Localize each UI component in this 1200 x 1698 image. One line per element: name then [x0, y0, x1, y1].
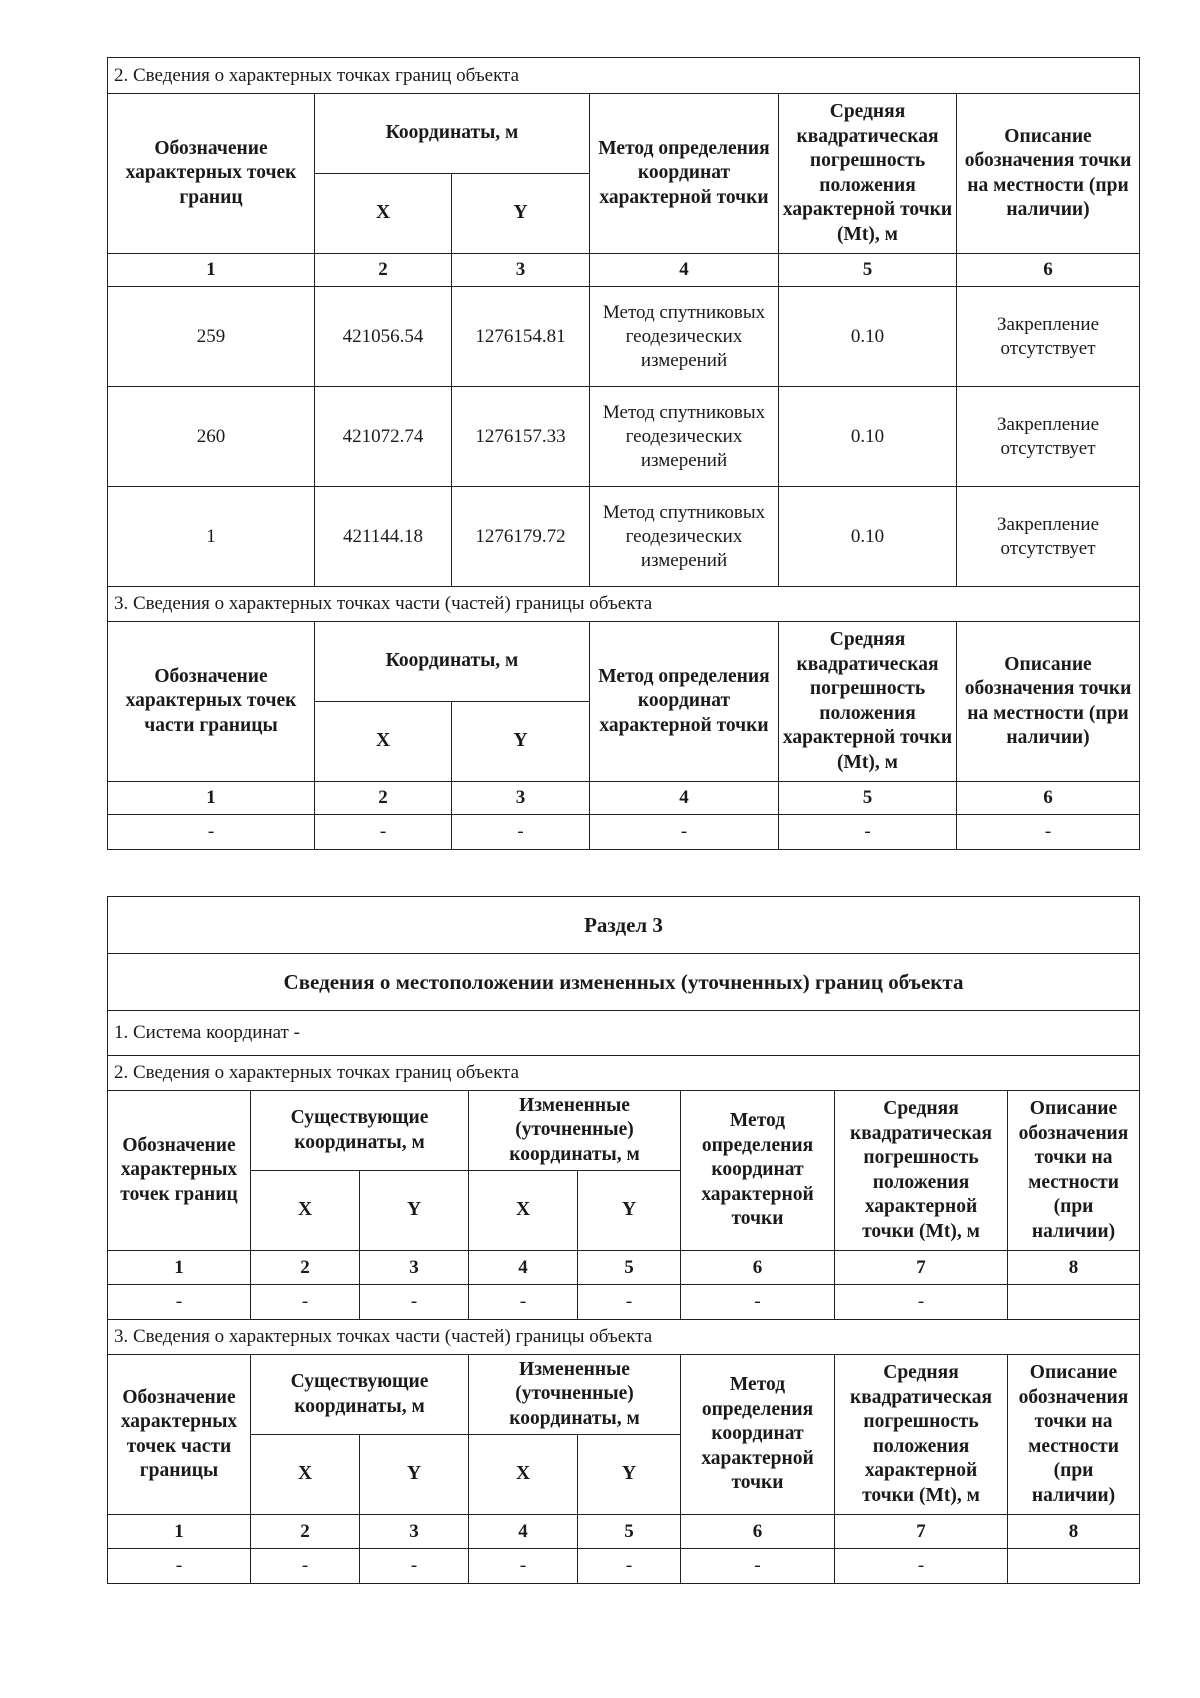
- column-number: 8: [1008, 1251, 1140, 1285]
- header-y: Y: [360, 1435, 469, 1515]
- empty-cell: -: [108, 1549, 251, 1584]
- table-row: [108, 1549, 1140, 1584]
- header-method: Метод определения координат характерной точки: [590, 622, 779, 782]
- header-coordinates: Координаты, м: [315, 94, 590, 174]
- empty-cell: -: [469, 1285, 578, 1320]
- header-x: X: [469, 1435, 578, 1515]
- empty-cell: [1008, 1549, 1140, 1584]
- header-designation: Обозначение характерных точек границ: [108, 94, 315, 254]
- table-row: [108, 815, 1140, 850]
- coord-x: 421072.74: [315, 387, 452, 487]
- point-number: 259: [108, 287, 315, 387]
- column-number: 6: [957, 782, 1140, 815]
- empty-cell: [1008, 1285, 1140, 1320]
- points-section-title: 2. Сведения о характерных точках границ объекта: [108, 58, 1140, 94]
- section-title: Раздел 3: [108, 897, 1140, 954]
- column-number: 5: [578, 1515, 681, 1549]
- empty-cell: -: [835, 1549, 1008, 1584]
- header-x: X: [315, 174, 452, 254]
- column-number: 4: [590, 254, 779, 287]
- points-section-title: 2. Сведения о характерных точках границ объекта: [108, 1056, 1140, 1091]
- coordinate-system: 1. Система координат -: [108, 1011, 1140, 1056]
- method: Метод спутниковых геодезических измерений: [590, 487, 779, 587]
- header-description: Описание обозначения точки на местности (при наличии): [957, 622, 1140, 782]
- header-description: Описание обозначения точки на местности (при наличии): [1008, 1091, 1140, 1251]
- column-number: 7: [835, 1251, 1008, 1285]
- table-row: [108, 387, 1140, 487]
- empty-cell: -: [108, 1285, 251, 1320]
- empty-cell: -: [590, 815, 779, 850]
- column-number: 5: [779, 782, 957, 815]
- column-number: 4: [469, 1251, 578, 1285]
- header-description: Описание обозначения точки на местности (при наличии): [957, 94, 1140, 254]
- column-number: 4: [590, 782, 779, 815]
- point-description: Закрепление отсутствует: [957, 387, 1140, 487]
- column-number: 3: [360, 1515, 469, 1549]
- header-designation: Обозначение характерных точек границ: [108, 1091, 251, 1251]
- header-changed-coordinates: Измененные (уточненные) координаты, м: [469, 1355, 681, 1435]
- empty-cell: -: [681, 1285, 835, 1320]
- section-subtitle: Сведения о местоположении измененных (уточненных) границ объекта: [108, 954, 1140, 1011]
- header-y: Y: [578, 1171, 681, 1251]
- column-number: 2: [251, 1515, 360, 1549]
- header-method: Метод определения координат характерной точки: [681, 1355, 835, 1515]
- header-y: Y: [578, 1435, 681, 1515]
- column-number: 3: [452, 254, 590, 287]
- mt-error: 0.10: [779, 287, 957, 387]
- coord-y: 1276157.33: [452, 387, 590, 487]
- table-row: [108, 287, 1140, 387]
- header-error: Средняя квадратическая погрешность положения характерной точки (Mt), м: [835, 1091, 1008, 1251]
- header-x: X: [469, 1171, 578, 1251]
- header-designation: Обозначение характерных точек части границы: [108, 622, 315, 782]
- section3-table: [107, 896, 1140, 1584]
- empty-cell: -: [360, 1285, 469, 1320]
- parts-section-title: 3. Сведения о характерных точках части (частей) границы объекта: [108, 1320, 1140, 1355]
- empty-cell: -: [779, 815, 957, 850]
- empty-cell: -: [360, 1549, 469, 1584]
- column-number: 1: [108, 1251, 251, 1285]
- empty-cell: -: [469, 1549, 578, 1584]
- column-number: 2: [315, 254, 452, 287]
- method: Метод спутниковых геодезических измерений: [590, 287, 779, 387]
- empty-cell: -: [681, 1549, 835, 1584]
- point-description: Закрепление отсутствует: [957, 487, 1140, 587]
- empty-cell: -: [578, 1285, 681, 1320]
- header-error: Средняя квадратическая погрешность положения характерной точки (Mt), м: [779, 94, 957, 254]
- coord-x: 421056.54: [315, 287, 452, 387]
- header-existing-coordinates: Существующие координаты, м: [251, 1091, 469, 1171]
- coord-y: 1276154.81: [452, 287, 590, 387]
- parts-section-title: 3. Сведения о характерных точках части (частей) границы объекта: [108, 587, 1140, 622]
- header-changed-coordinates: Измененные (уточненные) координаты, м: [469, 1091, 681, 1171]
- column-number: 5: [578, 1251, 681, 1285]
- header-method: Метод определения координат характерной точки: [681, 1091, 835, 1251]
- column-number: 7: [835, 1515, 1008, 1549]
- point-description: Закрепление отсутствует: [957, 287, 1140, 387]
- column-number: 1: [108, 1515, 251, 1549]
- method: Метод спутниковых геодезических измерений: [590, 387, 779, 487]
- header-x: X: [251, 1171, 360, 1251]
- column-number: 8: [1008, 1515, 1140, 1549]
- header-error: Средняя квадратическая погрешность положения характерной точки (Mt), м: [835, 1355, 1008, 1515]
- boundary-points-table: [107, 57, 1140, 850]
- column-number: 2: [315, 782, 452, 815]
- table-row: [108, 1285, 1140, 1320]
- header-description: Описание обозначения точки на местности (при наличии): [1008, 1355, 1140, 1515]
- empty-cell: -: [108, 815, 315, 850]
- header-y: Y: [452, 702, 590, 782]
- coord-y: 1276179.72: [452, 487, 590, 587]
- column-number: 5: [779, 254, 957, 287]
- column-number: 3: [360, 1251, 469, 1285]
- header-error: Средняя квадратическая погрешность положения характерной точки (Mt), м: [779, 622, 957, 782]
- column-number: 1: [108, 782, 315, 815]
- header-x: X: [251, 1435, 360, 1515]
- empty-cell: -: [835, 1285, 1008, 1320]
- coord-x: 421144.18: [315, 487, 452, 587]
- header-y: Y: [360, 1171, 469, 1251]
- column-number: 6: [681, 1515, 835, 1549]
- header-y: Y: [452, 174, 590, 254]
- header-method: Метод определения координат характерной точки: [590, 94, 779, 254]
- column-number: 4: [469, 1515, 578, 1549]
- header-x: X: [315, 702, 452, 782]
- table-row: [108, 487, 1140, 587]
- column-number: 6: [681, 1251, 835, 1285]
- empty-cell: -: [452, 815, 590, 850]
- empty-cell: -: [251, 1285, 360, 1320]
- empty-cell: -: [578, 1549, 681, 1584]
- point-number: 1: [108, 487, 315, 587]
- column-number: 3: [452, 782, 590, 815]
- header-coordinates: Координаты, м: [315, 622, 590, 702]
- header-designation: Обозначение характерных точек части границы: [108, 1355, 251, 1515]
- mt-error: 0.10: [779, 387, 957, 487]
- point-number: 260: [108, 387, 315, 487]
- mt-error: 0.10: [779, 487, 957, 587]
- column-number: 1: [108, 254, 315, 287]
- empty-cell: -: [957, 815, 1140, 850]
- column-number: 2: [251, 1251, 360, 1285]
- empty-cell: -: [315, 815, 452, 850]
- header-existing-coordinates: Существующие координаты, м: [251, 1355, 469, 1435]
- empty-cell: -: [251, 1549, 360, 1584]
- column-number: 6: [957, 254, 1140, 287]
